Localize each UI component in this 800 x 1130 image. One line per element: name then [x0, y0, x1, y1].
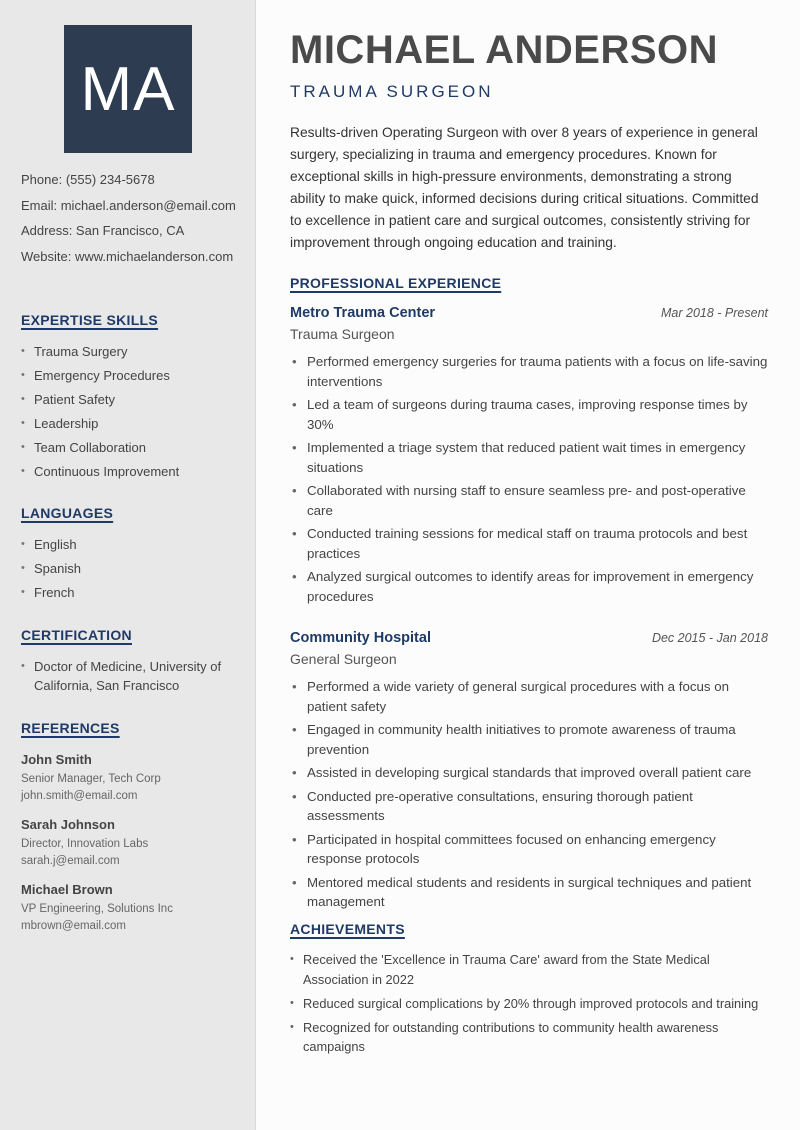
candidate-name: MICHAEL ANDERSON — [290, 28, 719, 72]
list-item: • Engaged in community health initiatives to promote awareness of trauma prevention — [290, 720, 768, 759]
contact-website: Website: www.michaelanderson.com — [21, 248, 234, 264]
job-role: General Surgeon — [290, 651, 397, 667]
list-item: • Doctor of Medicine, University of California, San Francisco — [21, 657, 241, 695]
list-item: • Assisted in developing surgical standards that improved overall patient care — [290, 763, 768, 783]
job-entry — [290, 630, 768, 916]
list-item: • Performed emergency surgeries for trauma patients with a focus on life-saving interventions — [290, 352, 768, 391]
certification-heading: CERTIFICATION — [21, 627, 132, 643]
list-item: • Trauma Surgery — [21, 342, 241, 361]
job-dates: Mar 2018 - Present — [661, 306, 768, 320]
reference-item — [21, 817, 241, 870]
reference-title: VP Engineering, Solutions Inc — [21, 903, 173, 915]
list-item: • Patient Safety — [21, 390, 241, 409]
list-item: • Conducted training sessions for medical staff on trauma protocols and best practices — [290, 524, 768, 563]
list-item: • French — [21, 583, 241, 602]
contact-info — [21, 171, 251, 273]
list-item: • Performed a wide variety of general surgical procedures with a focus on patient safety — [290, 677, 768, 716]
list-item: • Leadership — [21, 414, 241, 433]
reference-email: john.smith@email.com — [21, 790, 138, 802]
job-header — [290, 305, 768, 321]
list-item: • Analyzed surgical outcomes to identify areas for improvement in emergency procedures — [290, 567, 768, 606]
list-item: • Recognized for outstanding contributions to community health awareness campaigns — [290, 1018, 768, 1057]
skills-section — [21, 312, 241, 486]
monogram-logo: MA — [64, 25, 192, 153]
certification-section — [21, 627, 241, 700]
contact-address: Address: San Francisco, CA — [21, 223, 185, 238]
reference-name: John Smith — [21, 752, 92, 767]
achievements-heading: ACHIEVEMENTS — [290, 921, 405, 937]
sidebar — [0, 0, 256, 1130]
job-dates: Dec 2015 - Jan 2018 — [651, 631, 768, 645]
list-item: • Spanish — [21, 559, 241, 578]
reference-item — [21, 752, 241, 805]
job-role: Trauma Surgeon — [290, 326, 395, 342]
reference-name: Michael Brown — [21, 882, 113, 897]
references-heading: REFERENCES — [21, 720, 120, 736]
list-item: • Conducted pre-operative consultations, ensuring thorough patient assessments — [290, 787, 768, 826]
languages-list — [21, 535, 241, 602]
job-company: Metro Trauma Center — [290, 305, 436, 321]
list-item: • Continuous Improvement — [21, 462, 241, 481]
skills-list — [21, 342, 241, 481]
list-item: • Mentored medical students and residents in surgical techniques and patient management — [290, 873, 768, 912]
experience-heading: PROFESSIONAL EXPERIENCE — [290, 275, 502, 291]
reference-email: sarah.j@email.com — [21, 855, 120, 867]
list-item: • Participated in hospital committees focused on enhancing emergency response protocols — [290, 830, 768, 869]
reference-email: mbrown@email.com — [21, 920, 126, 932]
references-section — [21, 720, 241, 935]
summary-paragraph: Results-driven Operating Surgeon with over 8 years of experience in general surgery, specializing in trauma and emergency procedures. Known for exceptional skills in high-pressure environments, demonstrating a strong ability to make quick, informed decisions during critical situations. Committed to excellence in patient care and surgical outcomes, consistently striving for improvement through ongoing education and training. — [290, 125, 759, 250]
list-item: • Reduced surgical complications by 20% through improved protocols and training — [290, 994, 768, 1014]
list-item: • English — [21, 535, 241, 554]
references-list — [21, 752, 241, 935]
languages-heading: LANGUAGES — [21, 505, 114, 521]
skills-heading: EXPERTISE SKILLS — [21, 312, 159, 328]
list-item: • Team Collaboration — [21, 438, 241, 457]
list-item: • Received the 'Excellence in Trauma Care' award from the State Medical Association in 2022 — [290, 950, 768, 989]
reference-name: Sarah Johnson — [21, 817, 115, 832]
reference-title: Director, Innovation Labs — [21, 838, 149, 850]
languages-section — [21, 505, 241, 607]
job-company: Community Hospital — [290, 630, 431, 646]
list-item: • Collaborated with nursing staff to ensure seamless pre- and post-operative care — [290, 481, 768, 520]
job-entry — [290, 305, 768, 610]
candidate-title: TRAUMA SURGEON — [290, 82, 494, 101]
list-item: • Implemented a triage system that reduced patient wait times in emergency situations — [290, 438, 768, 477]
reference-title: Senior Manager, Tech Corp — [21, 773, 161, 785]
list-item: • Emergency Procedures — [21, 366, 241, 385]
contact-phone: Phone: (555) 234-5678 — [21, 172, 155, 187]
contact-email: Email: michael.anderson@email.com — [21, 197, 236, 213]
job-bullets — [290, 677, 768, 912]
achievements-list — [290, 950, 768, 1061]
job-header — [290, 630, 768, 646]
certification-list — [21, 657, 241, 695]
job-bullets — [290, 352, 768, 606]
list-item: • Led a team of surgeons during trauma cases, improving response times by 30% — [290, 395, 768, 434]
reference-item — [21, 882, 241, 935]
